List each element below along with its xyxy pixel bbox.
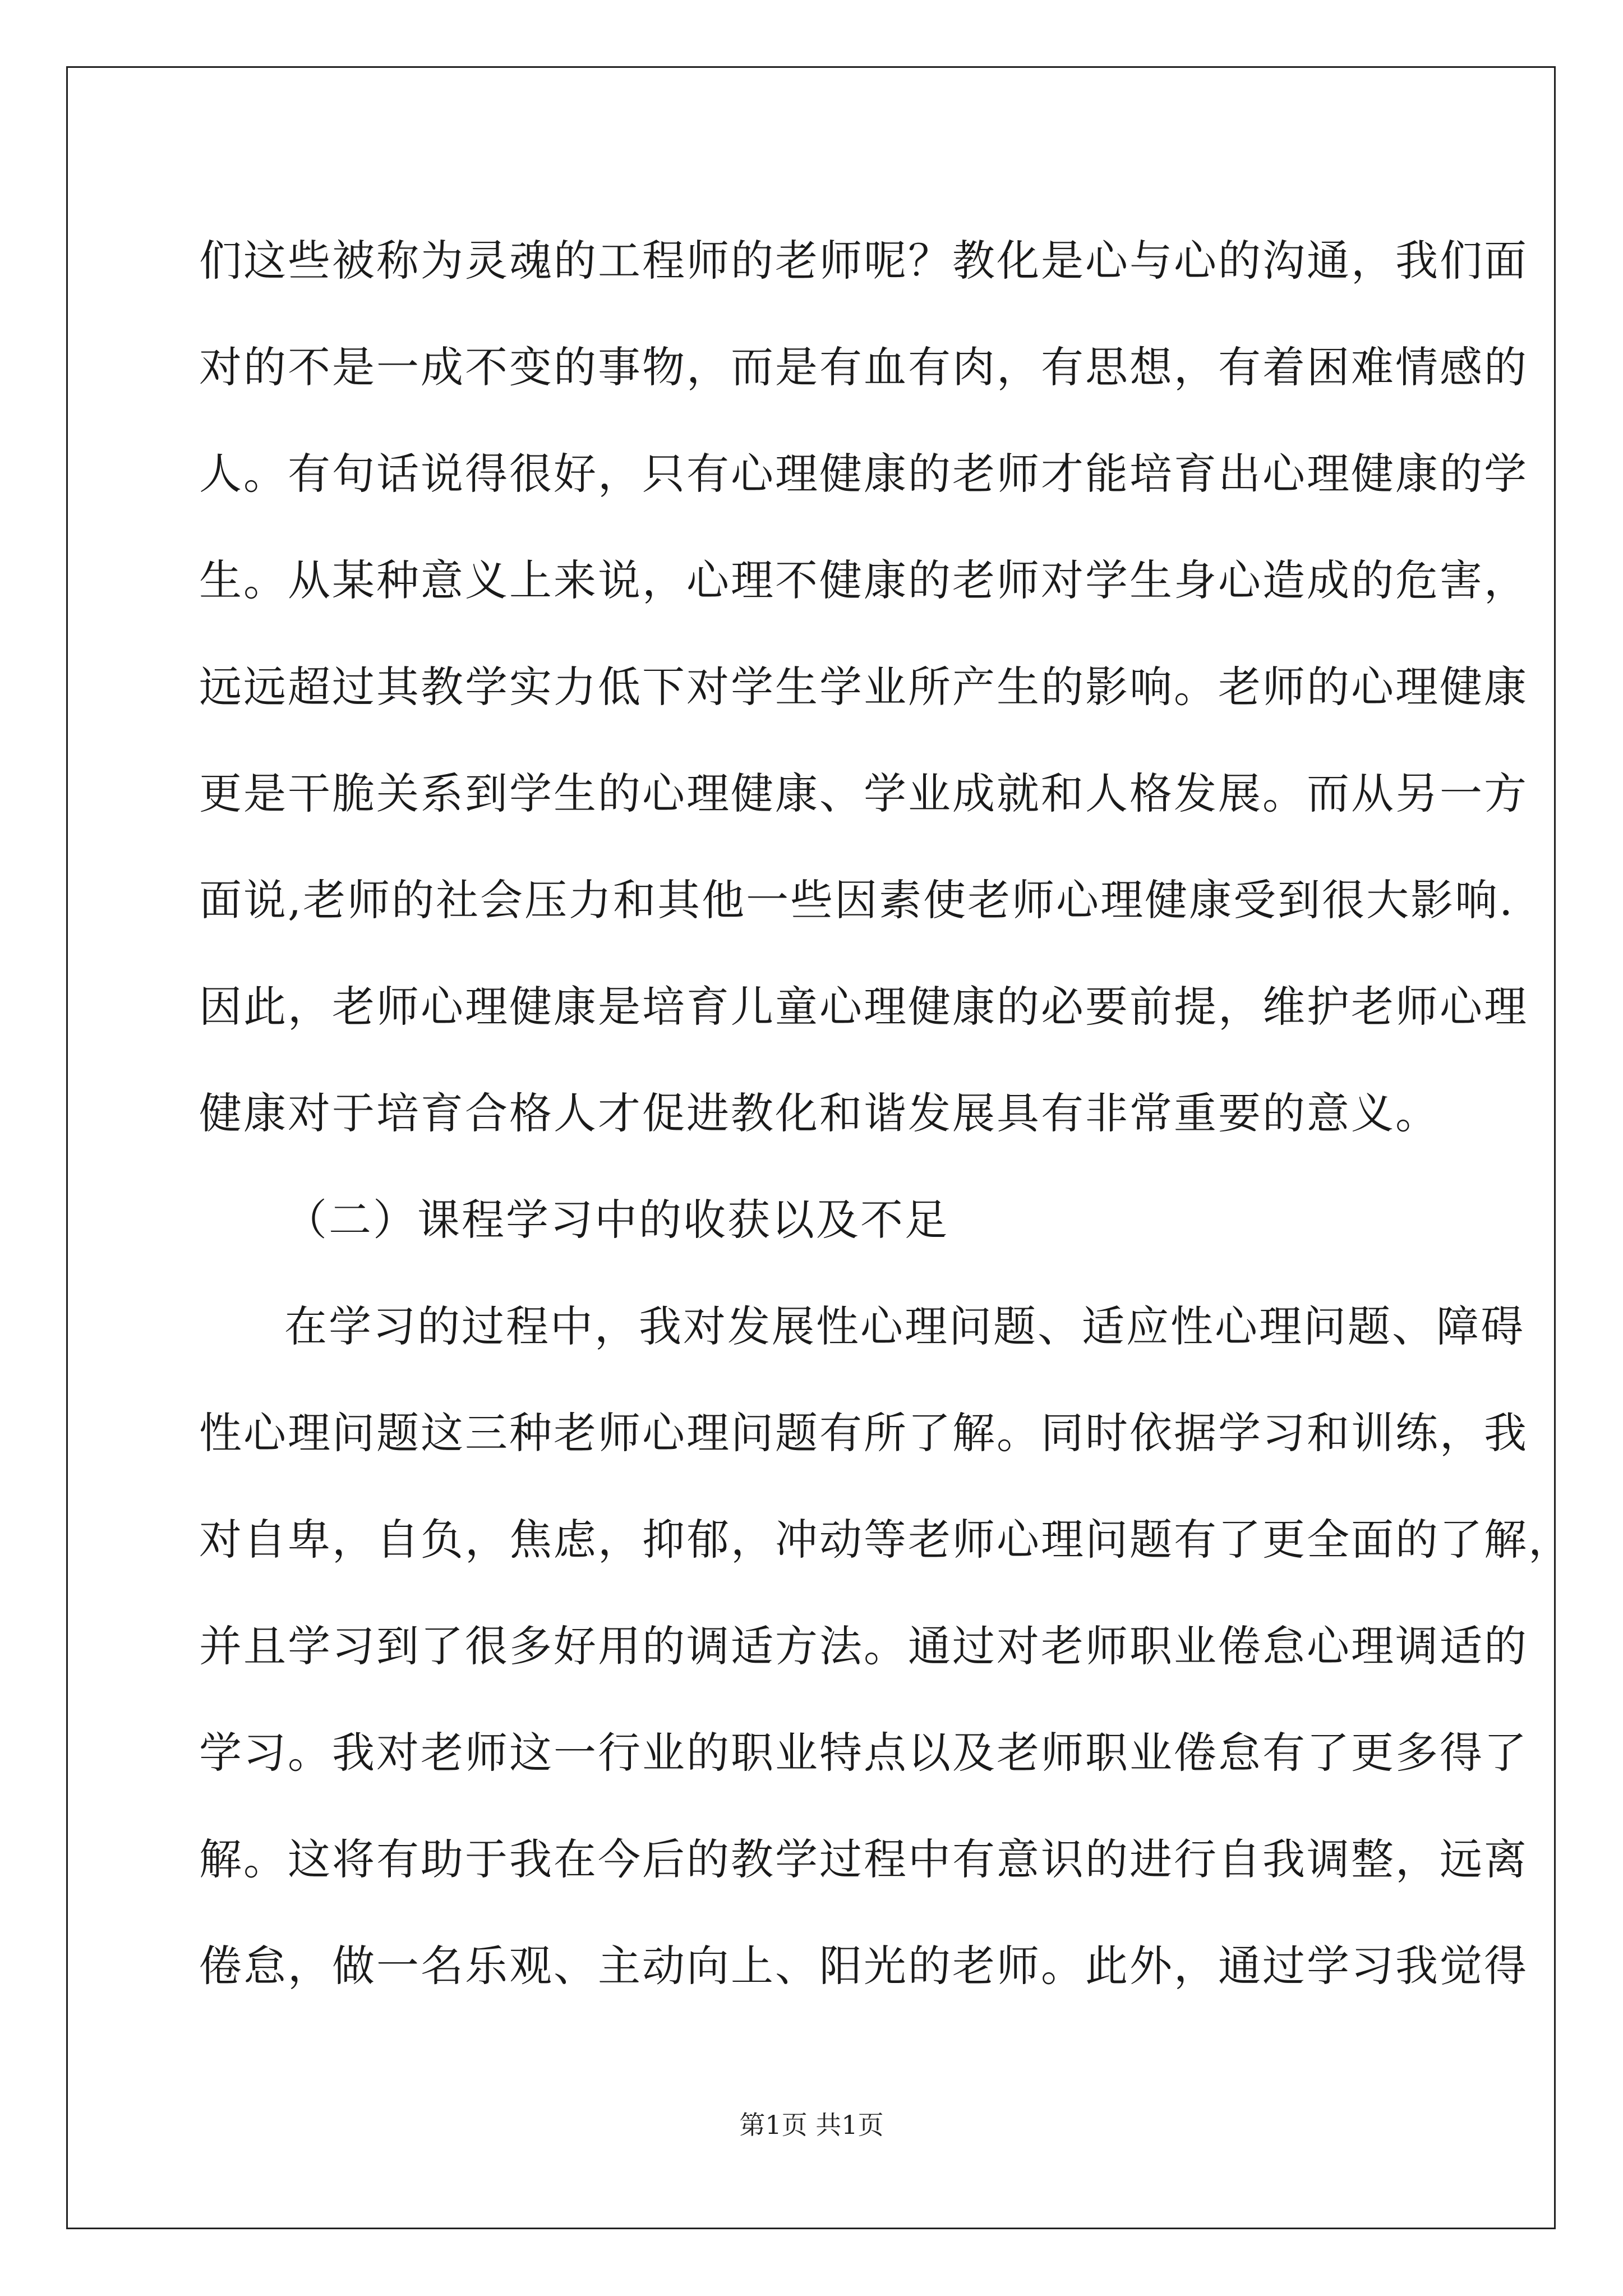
text-line: 更是干脆关系到学生的心理健康、学业成就和人格发展。而从另一方 <box>199 769 1528 818</box>
text-line: 远远超过其教学实力低下对学生学业所产生的影响。老师的心理健康 <box>199 662 1528 712</box>
text-line: 生。从某种意义上来说，心理不健康的老师对学生身心造成的危害， <box>199 555 1528 605</box>
text-line: 因此，老师心理健康是培育儿童心理健康的必要前提，维护老师心理 <box>199 982 1528 1032</box>
section-heading: （二）课程学习中的收获以及不足 <box>284 1195 949 1245</box>
text-line: 解。这将有助于我在今后的教学过程中有意识的进行自我调整，远离 <box>199 1834 1528 1884</box>
paragraph-first-line: 在学习的过程中，我对发展性心理问题、适应性心理问题、障碍 <box>284 1301 1525 1351</box>
text-line: 人。有句话说得很好，只有心理健康的老师才能培育出心理健康的学 <box>199 449 1528 499</box>
text-line: 面说,老师的社会压力和其他一些因素使老师心理健康受到很大影响. <box>199 875 1515 925</box>
text-line: 们这些被称为灵魂的工程师的老师呢？教化是心与心的沟通，我们面 <box>199 236 1528 286</box>
text-line: 学习。我对老师这一行业的职业特点以及老师职业倦怠有了更多得了 <box>199 1728 1528 1778</box>
text-line: 并且学习到了很多好用的调适方法。通过对老师职业倦怠心理调适的 <box>199 1621 1528 1671</box>
document-body <box>199 208 1573 2019</box>
page-footer: 第1页 共1页 <box>739 2110 884 2140</box>
text-line: 对自卑，自负，焦虑，抑郁，冲动等老师心理问题有了更全面的了解， <box>199 1515 1573 1565</box>
text-line: 对的不是一成不变的事物，而是有血有肉，有思想，有着困难情感的 <box>199 342 1528 392</box>
text-line: 倦怠，做一名乐观、主动向上、阳光的老师。此外，通过学习我觉得 <box>199 1941 1528 1991</box>
text-line: 性心理问题这三种老师心理问题有所了解。同时依据学习和训练，我 <box>199 1408 1528 1458</box>
text-line: 健康对于培育合格人才促进教化和谐发展具有非常重要的意义。 <box>199 1088 1440 1138</box>
